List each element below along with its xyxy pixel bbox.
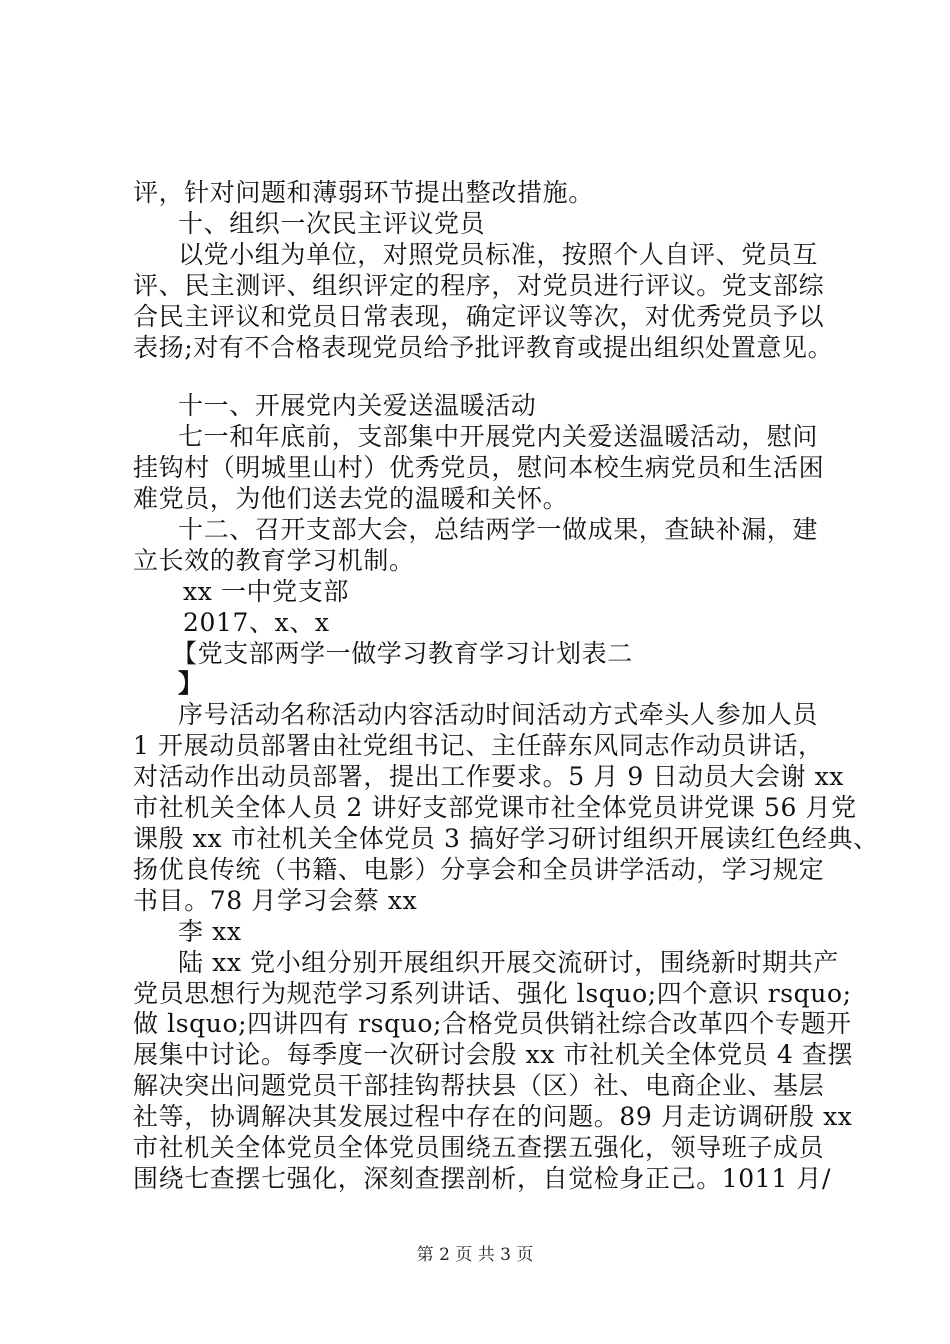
text-line: 评、民主测评、组织评定的程序，对党员进行评议。党支部综	[133, 271, 825, 300]
text-line: 社等，协调解决其发展过程中存在的问题。89 月走访调研殷 xx	[133, 1102, 853, 1131]
section-heading: 十、组织一次民主评议党员	[178, 209, 486, 238]
signature-org: xx 一中党支部	[183, 577, 349, 606]
text-line: 解决突出问题党员干部挂钩帮扶县（区）社、电商企业、基层	[133, 1071, 825, 1100]
signature-date: 2017、x、x	[183, 608, 330, 637]
text-line: 陆 xx 党小组分别开展组织开展交流研讨，围绕新时期共产	[178, 948, 839, 977]
text-line: 展集中讨论。每季度一次研讨会殷 xx 市社机关全体党员 4 查摆	[133, 1040, 854, 1069]
text-line: 做 lsquo;四讲四有 rsquo;合格党员供销社综合改革四个专题开	[133, 1009, 852, 1038]
text-line: 市社机关全体人员 2 讲好支部党课市社全体党员讲党课 56 月党	[133, 793, 857, 822]
section-heading: 十一、开展党内关爱送温暖活动	[178, 391, 537, 420]
text-line: 序号活动名称活动内容活动时间活动方式牵头人参加人员	[178, 700, 819, 729]
text-line: 评，针对问题和薄弱环节提出整改措施。	[133, 178, 594, 207]
text-line: 1 开展动员部署由社党组书记、主任薛东风同志作动员讲话，	[133, 731, 824, 760]
text-line: 扬优良传统（书籍、电影）分享会和全员讲学活动，学习规定	[133, 855, 825, 884]
text-line: 七一和年底前，支部集中开展党内关爱送温暖活动，慰问	[178, 422, 819, 451]
section-heading: 十二、召开支部大会，总结两学一做成果，查缺补漏，建	[178, 515, 819, 544]
text-line: 课殷 xx 市社机关全体党员 3 搞好学习研讨组织开展读红色经典、	[133, 824, 879, 853]
text-line: 立长效的教育学习机制。	[133, 546, 415, 575]
text-line: 合民主评议和党员日常表现，确定评议等次，对优秀党员予以	[133, 302, 825, 331]
text-line: 挂钩村（明城里山村）优秀党员，慰问本校生病党员和生活困	[133, 453, 825, 482]
text-line: 书目。78 月学习会蔡 xx	[133, 886, 418, 915]
text-line: 围绕七查摆七强化，深刻查摆剖析，自觉检身正己。1011 月/	[133, 1164, 831, 1193]
text-line: 党员思想行为规范学习系列讲话、强化 lsquo;四个意识 rsquo;	[133, 979, 852, 1008]
text-line: 市社机关全体党员全体党员围绕五查摆五强化，领导班子成员	[133, 1133, 825, 1162]
page-footer: 第 2 页 共 3 页	[416, 1245, 534, 1265]
subtitle-bracket: 】	[178, 669, 204, 698]
text-line: 李 xx	[178, 917, 242, 946]
subtitle: 【党支部两学一做学习教育学习计划表二	[172, 639, 633, 668]
text-line: 表扬;对有不合格表现党员给予批评教育或提出组织处置意见。	[133, 333, 834, 362]
text-line: 难党员，为他们送去党的温暖和关怀。	[133, 484, 569, 513]
text-line: 对活动作出动员部署，提出工作要求。5 月 9 日动员大会谢 xx	[133, 762, 844, 791]
text-line: 以党小组为单位，对照党员标准，按照个人自评、党员互	[178, 240, 819, 269]
